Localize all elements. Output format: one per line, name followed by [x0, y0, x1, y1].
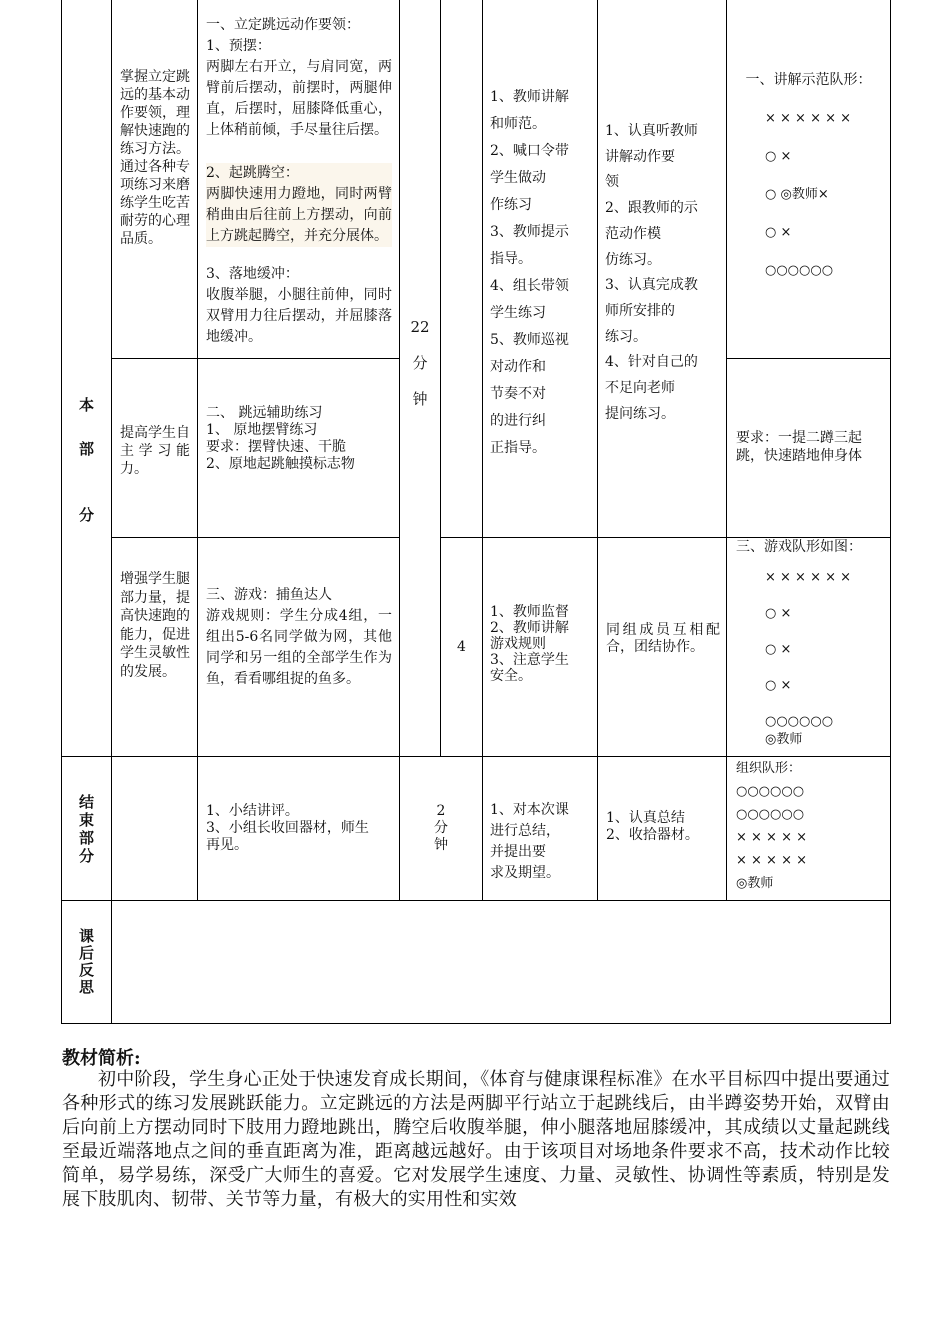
col-divider — [111, 0, 112, 1023]
row-divider — [111, 358, 399, 359]
row1-goal: 掌握立定跳远的基本动作要领，理解快速跑的练习方法。通过各种专项练习来磨练学生吃苦耐劳的心理品质。 — [120, 69, 190, 247]
row3-org-title: 三、游戏队形如图： — [736, 539, 862, 555]
end-formation-diagram: 组织队形： ○○○○○○ ○○○○○○ × × × × × × × × × × ◎教师 — [736, 761, 807, 891]
row1-content-landing: 3、落地缓冲： 收腹举腿，小腿往前伸，同时双臂用力往后摆动，并屈膝落地缓冲。 — [206, 266, 392, 345]
row3-formation-diagram: × × × × × × ○ × ○ × ○ × ○○○○○○ ◎教师 — [765, 570, 852, 747]
row-divider — [726, 358, 890, 359]
analysis-body: 初中阶段，学生身心正处于快速发育成长期间，《体育与健康课程标准》在水平目标四中提出要通过各种形式的练习发展跳跃能力。立定跳远的方法是两脚平行站立于起跳线后，由半蹲姿势开始，双臂由后向前上方摆动同时下肢用力蹬地跳出，腾空后收腹举腿，伸小腿落地屈膝缓冲，其成绩以丈量起跳线至最近端落地点之间的垂直距离为准，距离越远越好。由于该项目对场地条件要求不高，技术动作比较简单，易学易练，深受广大师生的喜爱。它对发展学生速度、力量、灵敏性、协调性等素质，特别是发展下肢肌肉、韧带、关节等力量，有极大的实用性和实效 — [62, 1069, 890, 1210]
row1-student-activity: 1、认真听教师 讲解动作要 领 2、跟教师的示 范动作模 仿练习。 3、认真完成教 师所安排的 练习。 4、针对自己的 不足向老师 提问练习。 — [605, 123, 698, 422]
main-section-label: 本 部 分 — [78, 396, 94, 524]
row1-content-prep: 一、立定跳远动作要领： 1、预摆： 两脚左右开立，与肩同宽，两臂前后摆动，前摆时，两腿伸直，后摆时，屈膝降低重心，上体稍前倾，手尽量往后摆。 — [206, 17, 392, 138]
row2-goal: 提高学生自主学习能力。 — [120, 425, 190, 477]
row1-org-title: 一、讲解示范队形： — [745, 72, 872, 88]
col-divider — [399, 0, 400, 900]
col-divider — [197, 0, 198, 900]
main-section-time: 22 分 钟 — [410, 318, 430, 408]
end-content: 1、小结讲评。 3、小组长收回器材，师生 再见。 — [206, 803, 369, 853]
end-time: 2 分 钟 — [434, 803, 448, 853]
table-border-right — [890, 0, 891, 1023]
reflection-content[interactable] — [112, 901, 890, 1023]
table-border-bottom — [61, 1023, 891, 1024]
row-divider — [111, 537, 399, 538]
row1-teacher-activity: 1、教师讲解 和师范。 2、喊口令带 学生做动 作练习 3、教师提示 指导。 4、组长带领 学生练习 5、教师巡视 对动作和 节奏不对 的进行纠 正指导。 — [490, 89, 569, 456]
row3-goal: 增强学生腿部力量，提高快速跑的能力，促进学生灵敏性的发展。 — [120, 571, 190, 680]
row3-time: 4 — [457, 639, 466, 655]
end-section-label: 结 束 部 分 — [78, 793, 94, 865]
row2-org-requirement: 要求：一提二蹲三起跳，快速踏地伸身体 — [736, 430, 862, 464]
analysis-title: 教材简析: — [62, 1048, 141, 1069]
reflection-label: 课 后 反 思 — [78, 927, 94, 996]
end-student-activity: 1、认真总结 2、收拾器材。 — [606, 810, 699, 843]
row1-formation-diagram: × × × × × × ○ × ○ ◎教师× ○ × ○○○○○○ — [765, 111, 852, 278]
row2-content: 二、 跳远辅助练习 1、 原地摆臂练习 要求：摆臂快速、干脆 2、原地起跳触摸标志物 — [206, 405, 355, 472]
col-divider — [726, 0, 727, 900]
end-teacher-activity: 1、对本次课 进行总结， 并提出要 求及期望。 — [490, 802, 569, 881]
row1-content-takeoff: 2、起跳腾空： 两脚快速用力蹬地，同时两臂稍曲由后往前上方摆动，向前上方跳起腾空，并充分展体。 — [206, 163, 392, 247]
row3-content: 三、游戏：捕鱼达人 游戏规则：学生分成4组，一组出5-6名同学做为网，其他同学和另一组的全部学生作为鱼，看看哪组捉的鱼多。 — [206, 587, 392, 687]
col-divider — [482, 0, 483, 900]
row3-student-activity: 同组成员互相配合，团结协作。 — [606, 622, 720, 655]
row3-teacher-activity: 1、教师监督 2、教师讲解 游戏规则 3、注意学生 安全。 — [490, 604, 569, 684]
col-divider — [597, 0, 598, 900]
